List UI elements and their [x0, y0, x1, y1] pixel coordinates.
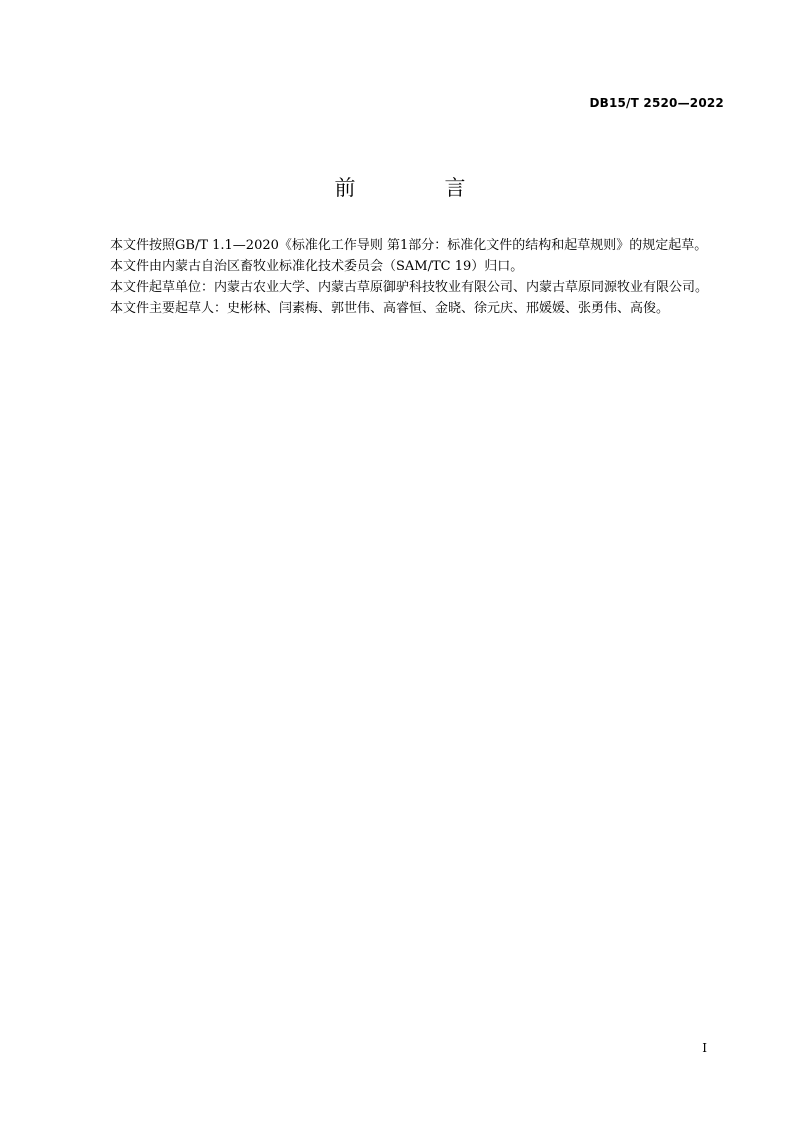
- paragraph-drafters: 本文件主要起草人：史彬林、闫素梅、郭世伟、高睿恒、金晓、徐元庆、邢媛媛、张勇伟、高俊。: [110, 301, 670, 316]
- paragraph-committee: 本文件由内蒙古自治区畜牧业标准化技术委员会（SAM/TC 19）归口。: [110, 259, 524, 274]
- page-number: I: [702, 1041, 707, 1055]
- foreword-body: [84, 235, 724, 319]
- paragraph-drafting-rules: 本文件按照GB/T 1.1—2020《标准化工作导则 第1部分：标准化文件的结构和起草规则》的规定起草。: [110, 238, 708, 253]
- paragraph-drafting-units: 本文件起草单位：内蒙古农业大学、内蒙古草原御驴科技牧业有限公司、内蒙古草原同源牧业有限公司。: [110, 280, 709, 295]
- document-code: DB15/T 2520—2022: [589, 96, 724, 110]
- page-title: 前 言: [334, 176, 500, 200]
